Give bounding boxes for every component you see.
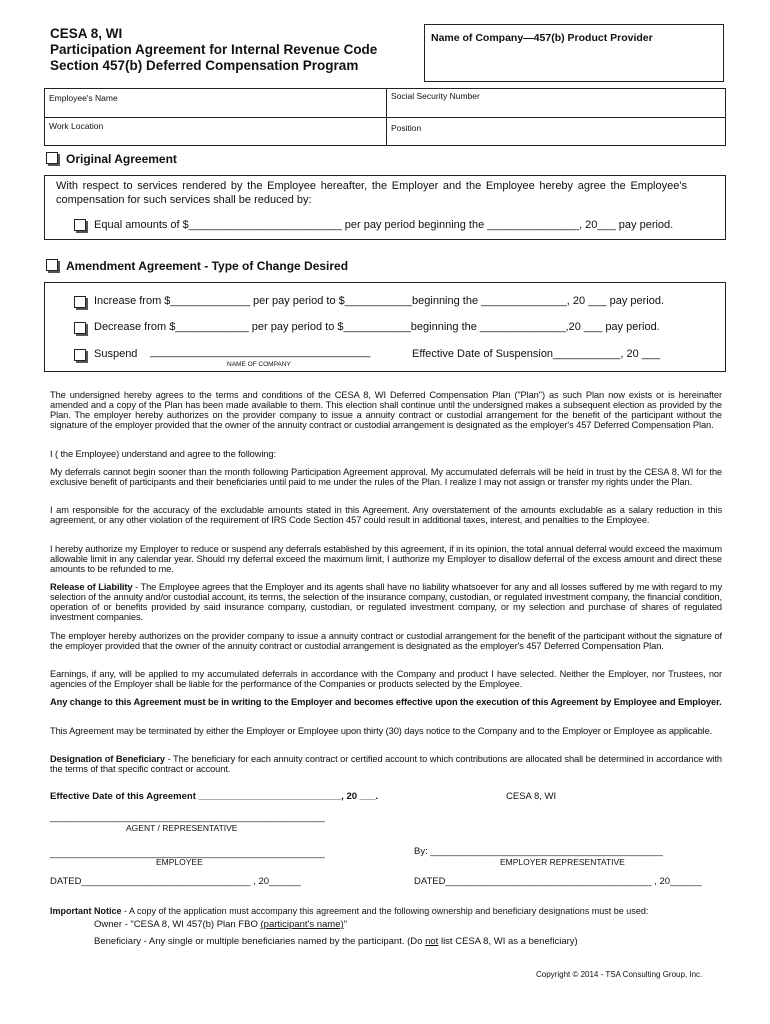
deferrals-paragraph: My deferrals cannot begin sooner than the month following Participation Agreement approval. My accumulated deferrals will be held in trust by the CESA 8, WI for the exclusive benefit of participants and their beneficiaries until paid to me under the rules of the Plan. I realize I may not assign or transfer my rights under the Plan. — [50, 467, 722, 487]
original-agreement-checkbox[interactable] — [46, 152, 58, 164]
responsibility-paragraph: I am responsible for the accuracy of the excludable amounts stated in this Agreement. Any overstatement of the amounts excludable as a salary reduction in this agreement, or any other violation of the requirement of IRS Code Section 457 could result in additional taxes, interest, and penalties to the Employee. — [50, 505, 722, 525]
ssn-field[interactable]: Social Security Number — [391, 91, 480, 101]
increase-checkbox[interactable] — [74, 296, 86, 308]
grid-divider — [45, 117, 725, 118]
important-notice — [50, 906, 648, 916]
agent-signature-line[interactable]: ____________________________________________________ — [50, 812, 325, 823]
cesa-label: CESA 8, WI — [506, 791, 557, 802]
work-location-field[interactable]: Work Location — [49, 121, 104, 131]
beneficiary-prefix: Beneficiary - Any single or multiple beneficiaries named by the participant. (Do — [94, 936, 426, 947]
suspend-label: Suspend — [94, 348, 138, 360]
release-paragraph — [50, 582, 722, 622]
equal-amounts-checkbox[interactable] — [74, 219, 86, 231]
beneficiary-designation — [94, 936, 578, 947]
title-line-1: CESA 8, WI — [50, 26, 123, 41]
termination-paragraph: This Agreement may be terminated by either the Employer or Employee upon thirty (30) days notice to the Company and to the Employer or Employee as applicable. — [50, 726, 713, 736]
beneficiary-not: not — [425, 936, 439, 947]
beneficiary-text: - The beneficiary for each annuity contract or certified account to which contributions are allocated shall be determined in accordance with the terms of that specific contract or account. — [50, 754, 723, 774]
agent-label: AGENT / REPRESENTATIVE — [126, 823, 238, 833]
form-title — [50, 26, 377, 74]
employer-authorize-paragraph: The employer hereby authorizes on the provider company to issue a annuity contract or custodial arrangement for the benefit of the participant without the signature of the employer provided that the owner of the annuity contract or custodial arrangement is designated as the employer's 457 Deferred Compensation Plan. — [50, 631, 722, 651]
position-field[interactable]: Position — [391, 123, 422, 133]
notice-text: - A copy of the application must accompany this agreement and the following ownership and beneficiary designations must be used: — [121, 906, 649, 916]
original-agreement-title: Original Agreement — [66, 152, 177, 166]
company-name-field[interactable] — [424, 24, 724, 82]
terms-paragraph: The undersigned hereby agrees to the terms and conditions of the CESA 8, WI Deferred Compensation Plan ("Plan") as such Plan now exists or is hereinafter amended and a copy of the Plan has been made available to them. This election shall continue until the undersigned makes a subsequent election as provided by the Plan. The employer hereby authorizes on the provider company to issue a annuity contract or custodial arrangement for the benefit of the participant without the signature of the employer provided that the owner of the annuity contract or custodial arrangement is designated as the employer's 457 Deferred Compensation Plan. — [50, 390, 722, 430]
owner-suffix: " — [343, 919, 348, 930]
beneficiary-suffix: list CESA 8, WI as a beneficiary) — [438, 936, 578, 947]
original-text-line-1: With respect to services rendered by the Employee hereafter, the Employer and the Employee hereby agree the Employee's — [56, 180, 687, 192]
effective-date-line[interactable]: Effective Date of this Agreement ___________________________, 20 ___. — [50, 791, 379, 802]
employer-dated-line[interactable]: DATED_______________________________________ , 20______ — [414, 876, 702, 887]
original-text-line-2: compensation for such services shall be reduced by: — [56, 194, 312, 206]
employee-name-field[interactable]: Employee's Name — [49, 93, 118, 103]
notice-label: Important Notice — [50, 906, 122, 916]
beneficiary-paragraph — [50, 754, 722, 774]
employee-dated-line[interactable]: DATED________________________________ , 20______ — [50, 876, 301, 887]
employer-label: EMPLOYER REPRESENTATIVE — [500, 857, 625, 867]
name-of-company-label: NAME OF COMPANY — [227, 361, 291, 368]
owner-prefix: Owner - "CESA 8, WI 457(b) Plan FBO — [94, 919, 261, 930]
beneficiary-label: Designation of Beneficiary — [50, 754, 165, 764]
suspension-effective-date[interactable]: Effective Date of Suspension___________, 20 ___ — [412, 348, 661, 360]
amendment-checkbox[interactable] — [46, 259, 58, 271]
release-label: Release of Liability — [50, 582, 133, 592]
release-text: - The Employee agrees that the Employer and its agents shall have no liability whatsoever for any and all losses suffered by me with regard to my selection of the annuity and/or custodial account, its terms, the selection of the insurance company, custodian, or regulated investment company, the financial condition, operation of or benefits provided by said insurance company, custodian, or regulated investment company, or my selection and purchase of shares of regulated investment companies. — [50, 582, 723, 622]
change-paragraph: Any change to this Agreement must be in writing to the Employer and becomes effective upon the execution of this Agreement by Employee and Employer. — [50, 697, 722, 707]
copyright: Copyright © 2014 - TSA Consulting Group, Inc. — [536, 970, 703, 979]
understand-paragraph: I ( the Employee) understand and agree to the following: — [50, 449, 276, 459]
company-box-label: Name of Company—457(b) Product Provider — [431, 32, 653, 44]
owner-designation — [94, 919, 347, 930]
employee-label: EMPLOYEE — [156, 857, 203, 867]
equal-amounts-line[interactable]: Equal amounts of $_________________________ per pay period beginning the _______________, 20___ pay period. — [94, 219, 674, 231]
authorize-paragraph: I hereby authorize my Employer to reduce or suspend any deferrals established by this agreement, if in its opinion, the total annual deferral would exceed the maximum allowable limit in any calendar year. Should my deferral exceed the maximum limit, I authorize my Employer to disallow deferral of the excess amount and direct these amounts to be refunded to me. — [50, 544, 722, 574]
employee-signature-line[interactable]: ____________________________________________________ — [50, 848, 325, 859]
suspend-checkbox[interactable] — [74, 349, 86, 361]
owner-participant-name: (participant's name) — [260, 919, 344, 930]
employee-info-grid — [44, 88, 726, 146]
decrease-checkbox[interactable] — [74, 322, 86, 334]
increase-line[interactable]: Increase from $_____________ per pay period to $___________beginning the ______________, 20 ___ pay period. — [94, 295, 665, 307]
title-line-3: Section 457(b) Deferred Compensation Program — [50, 58, 359, 73]
amendment-title: Amendment Agreement - Type of Change Desired — [66, 259, 349, 273]
earnings-paragraph: Earnings, if any, will be applied to my accumulated deferrals in accordance with the Company and product I have selected. Neither the Employer, nor Trustees, nor agencies of the Employer shall be liable for the performance of the Companies or products selected by the Employee. — [50, 669, 722, 689]
employer-signature-line[interactable]: By: ____________________________________________ — [414, 846, 663, 857]
suspend-company-line[interactable]: ____________________________________ — [150, 346, 371, 358]
decrease-line[interactable]: Decrease from $____________ per pay period to $___________beginning the ______________,20 ___ pay period. — [94, 321, 660, 333]
title-line-2: Participation Agreement for Internal Revenue Code — [50, 42, 378, 57]
